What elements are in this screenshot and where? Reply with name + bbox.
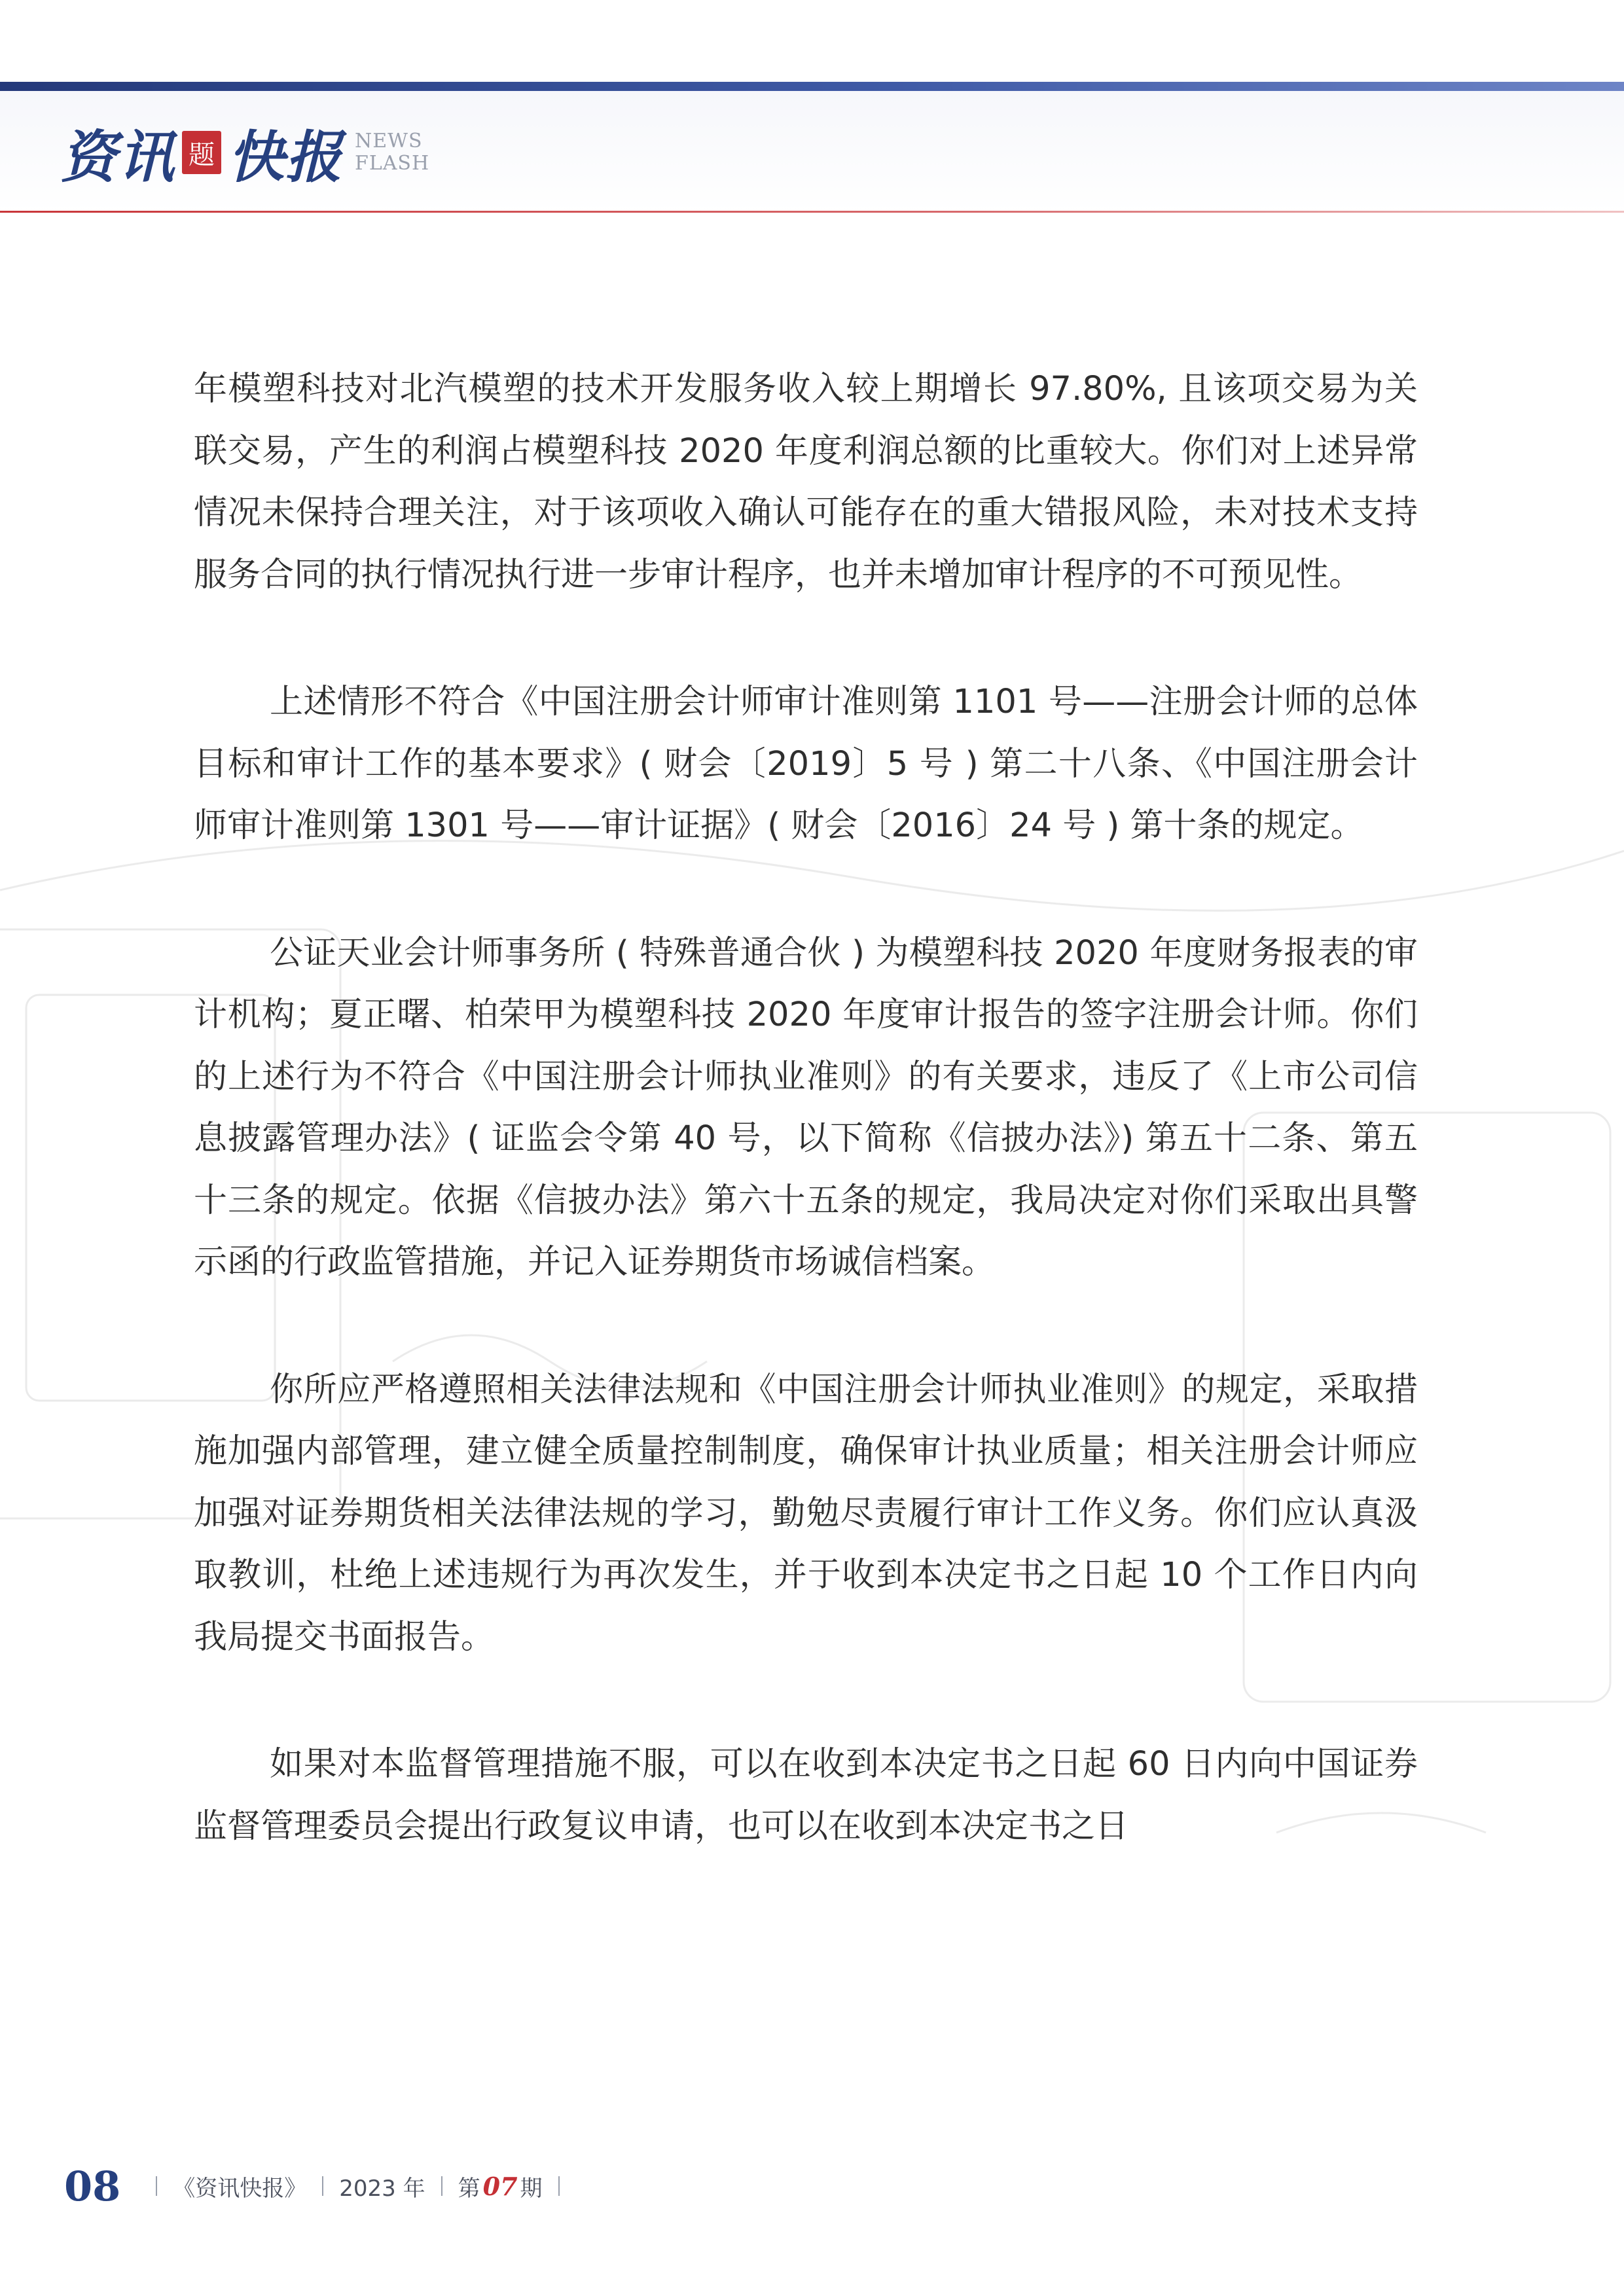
paragraph: 年模塑科技对北汽模塑的技术开发服务收入较上期增长 97.80%, 且该项交易为关联交易，产生的利润占模塑科技 2020 年度利润总额的比重较大。你们对上述异常情况未保持合理关注，对于该项收入确认可能存在的重大错报风险，未对技术支持服务合同的执行情况执行进一步审计程序，也并未增加审计程序的不可预见性。	[194, 370, 1418, 594]
masthead-title-left: 资讯	[60, 124, 175, 190]
footer-divider	[558, 2176, 560, 2196]
masthead-subtitle-flash: FLASH	[355, 152, 430, 175]
masthead-subtitle-news: NEWS	[355, 130, 423, 152]
paragraph: 如果对本监督管理措施不服，可以在收到本决定书之日起 60 日内向中国证券监督管理委员会提出行政复议申请，也可以在收到本决定书之日	[194, 1745, 1418, 1846]
issue-year: 2023 年	[339, 2175, 425, 2202]
page-number: 08	[64, 2162, 121, 2210]
paragraph: 上述情形不符合《中国注册会计师审计准则第 1101 号——注册会计师的总体目标和审计工作的基本要求》( 财会〔2019〕5 号 ) 第二十八条、《中国注册会计师审计准则第 1301 号——审计证据》( 财会〔2016〕24 号 ) 第十条的规定。	[194, 683, 1418, 845]
paragraph: 公证天业会计师事务所 ( 特殊普通合伙 ) 为模塑科技 2020 年度财务报表的审计机构；夏正曙、柏荣甲为模塑科技 2020 年度审计报告的签字注册会计师。你们的上述行为不符合《中国注册会计师执业准则》的有关要求，违反了《上市公司信息披露管理办法》( 证监会令第 40 号，以下简称《信披办法》) 第五十二条、第五十三条的规定。依据《信披办法》第六十五条的规定，我局决定对你们采取出具警示函的行政监管措施，并记入证券期货市场诚信档案。	[194, 933, 1418, 1282]
paragraph: 你所应严格遵照相关法律法规和《中国注册会计师执业准则》的规定，采取措施加强内部管理，建立健全质量控制制度，确保审计执业质量；相关注册会计师应加强对证券期货相关法律法规的学习，勤勉尽责履行审计工作义务。你们应认真汲取教训，杜绝上述违规行为再次发生，并于收到本决定书之日起 10 个工作日内向我局提交书面报告。	[194, 1370, 1418, 1657]
header-top-rule	[0, 82, 1624, 91]
masthead-seal: 题	[182, 131, 221, 174]
publication-name: 《资讯快报》	[173, 2175, 307, 2202]
page-footer	[64, 2160, 575, 2212]
masthead-title-right: 快报	[228, 124, 343, 190]
footer-divider	[322, 2176, 323, 2196]
issue-number: 07	[482, 2171, 518, 2201]
header-bottom-rule	[0, 211, 1624, 213]
masthead-logo	[60, 117, 429, 188]
footer-divider	[441, 2176, 442, 2196]
issue-suffix: 期	[520, 2175, 543, 2202]
issue-prefix: 第	[458, 2175, 480, 2202]
footer-divider	[156, 2176, 157, 2196]
masthead-subtitle	[355, 130, 429, 175]
article-body	[194, 359, 1418, 1923]
